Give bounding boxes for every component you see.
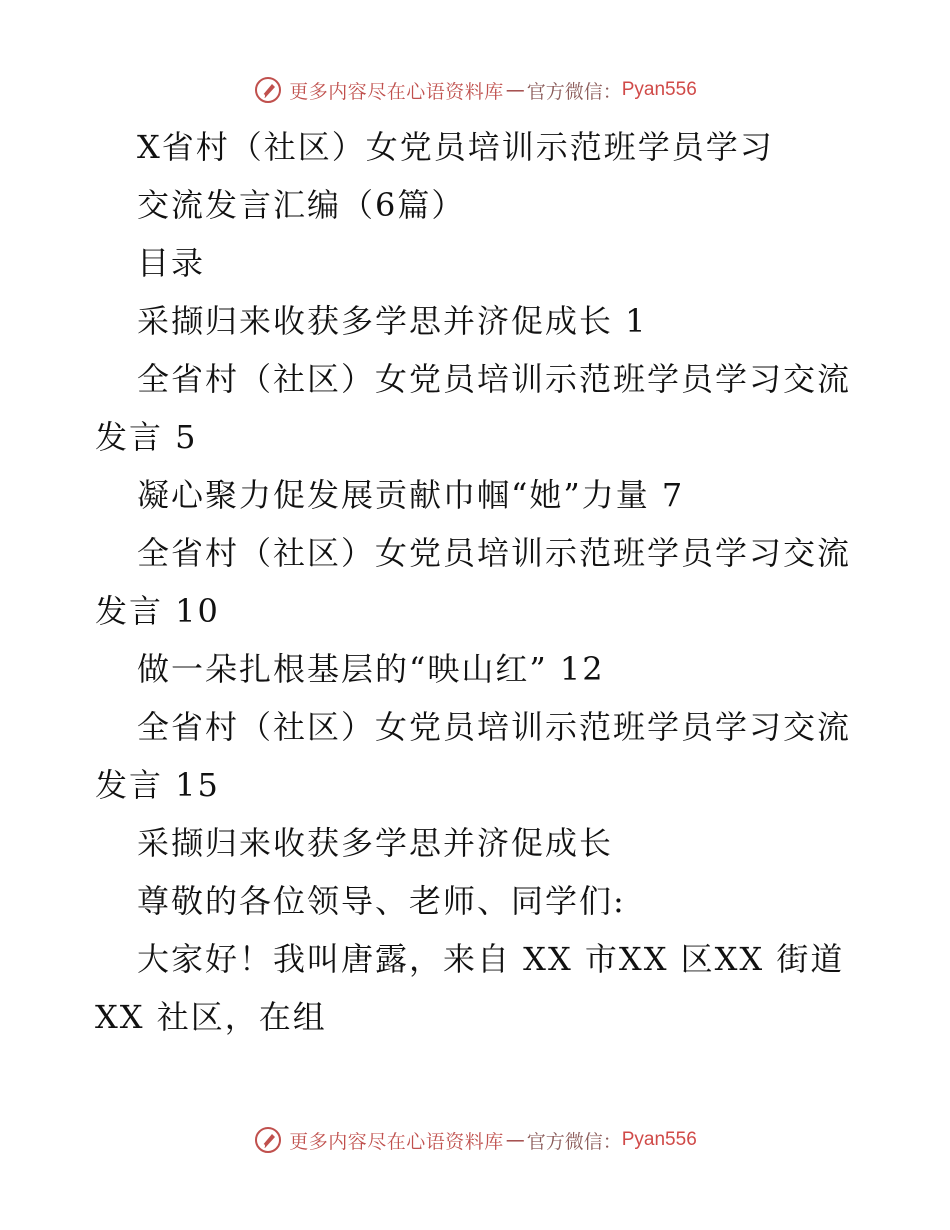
section-title: 采撷归来收获多学思并济促成长 — [137, 824, 614, 862]
watermark-main-text: 更多内容尽在心语资料库 — [289, 80, 504, 103]
toc-heading: 目录 — [137, 244, 206, 282]
toc-entry: 凝心聚力促发展贡献巾帼“她”力量 7 — [137, 476, 685, 514]
toc-entry: 全省村（社区）女党员培训示范班学员学习交流发言 15 — [95, 708, 852, 804]
toc-entry: 全省村（社区）女党员培训示范班学员学习交流发言 5 — [95, 360, 852, 456]
document-body — [95, 118, 855, 1046]
watermark-main-text: 更多内容尽在心语资料库 — [289, 1130, 504, 1153]
doc-title-line-1: X省村（社区）女党员培训示范班学员学习 — [137, 128, 774, 166]
salutation: 尊敬的各位领导、老师、同学们: — [137, 882, 626, 920]
doc-title-line-2: 交流发言汇编（6篇） — [137, 186, 466, 224]
header-watermark — [0, 70, 950, 110]
watermark-wechat-label: 官方微信： — [526, 1130, 622, 1153]
body-paragraph: 大家好！我叫唐露，来自 XX 市XX 区XX 街道XX 社区，在组 — [95, 940, 845, 1036]
watermark-dash: — — [505, 1129, 525, 1151]
toc-entry: 全省村（社区）女党员培训示范班学员学习交流发言 10 — [95, 534, 852, 630]
watermark-wechat-id: Pyan556 — [621, 79, 697, 100]
watermark-wechat-label: 官方微信： — [526, 80, 622, 103]
watermark-wechat-id: Pyan556 — [621, 1129, 697, 1150]
toc-entry: 采撷归来收获多学思并济促成长 1 — [137, 302, 648, 340]
pen-nib-logo-icon — [253, 75, 283, 105]
toc-entry: 做一朵扎根基层的“映山红” 12 — [137, 650, 605, 688]
watermark-dash: — — [505, 79, 525, 101]
footer-watermark — [0, 1120, 950, 1160]
pen-nib-logo-icon — [253, 1125, 283, 1155]
